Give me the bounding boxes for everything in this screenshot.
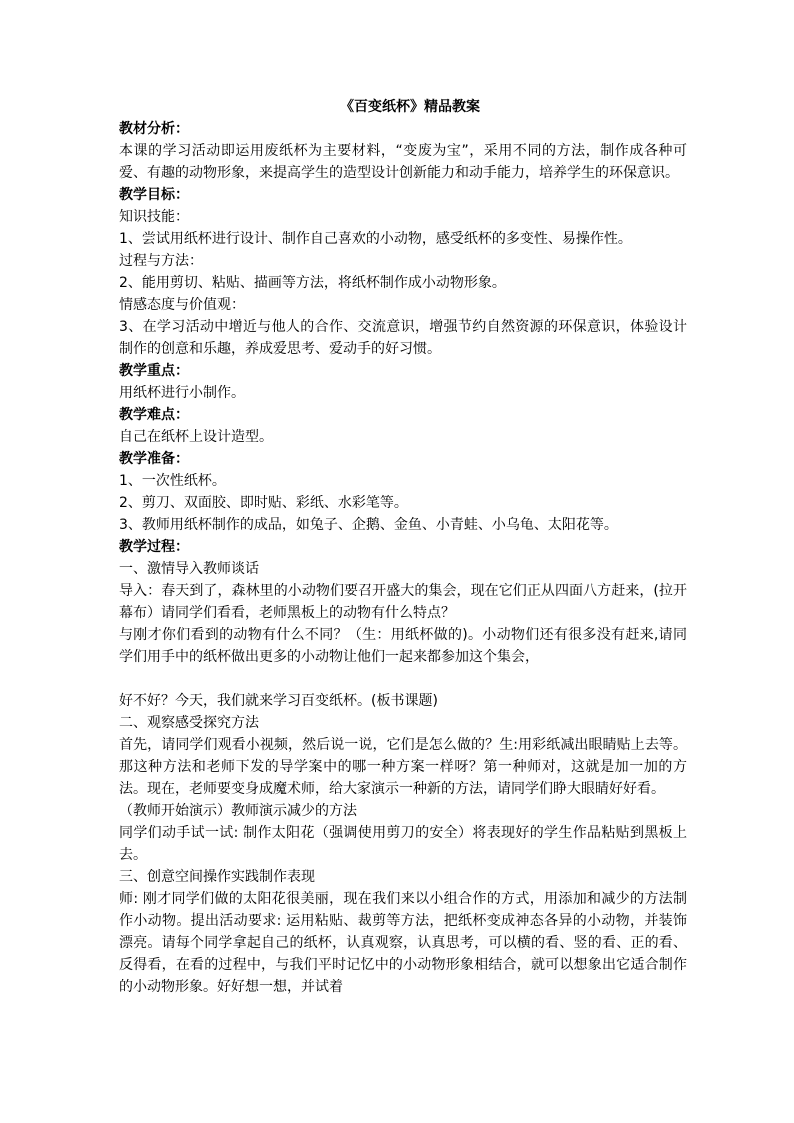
emotion-label: 情感态度与价值观：: [119, 297, 245, 313]
analysis-text: 本课的学习活动即运用废纸杯为主要材料，“变废为宝”，采用不同的方法，制作成各种可爱、有趣的动物形象，来提高学生的造型设计创新能力和动手能力，培养学生的环保意识。: [119, 143, 687, 181]
knowledge-label: 知识技能：: [119, 209, 189, 225]
step-2-paragraph-1: 首先，请同学们观看小视频，然后说一说，它们是怎么做的？生:用彩纸减出眼睛贴上去等。那这种方法和老师下发的导学案中的哪一种方案一样呀？第一种师对，这就是加一加的方法。现在，老师要变身成魔术师，给大家演示一种新的方法，请同学们睁大眼睛好好看。: [119, 737, 687, 797]
step-1-paragraph-2: 与刚才你们看到的动物有什么不同？（生：用纸杯做的)。小动物们还有很多没有赶来,请同学们用手中的纸杯做出更多的小动物让他们一起来都参加这个集会，: [119, 627, 687, 665]
document-page: [119, 96, 687, 998]
process-heading: 教学过程：: [119, 539, 189, 555]
key-text: 用纸杯进行小制作。: [119, 385, 245, 401]
difficulty-heading: 教学难点：: [119, 407, 189, 423]
blank-line: [119, 668, 687, 690]
step-2-paragraph-2: （教师开始演示）教师演示减少的方法: [119, 803, 357, 819]
goal-2: 2、能用剪切、粘贴、描画等方法，将纸杯制作成小动物形象。: [119, 275, 506, 291]
goals-heading: 教学目标：: [119, 187, 189, 203]
prep-item-2: 2、剪刀、双面胶、即时贴、彩纸、水彩笔等。: [119, 495, 408, 511]
key-heading: 教学重点：: [119, 363, 189, 379]
step-1-title: 一、激情导入教师谈话: [119, 561, 259, 577]
goal-1: 1、尝试用纸杯进行设计、制作自己喜欢的小动物，感受纸杯的多变性、易操作性。: [119, 231, 632, 247]
goal-3: 3、在学习活动中增近与他人的合作、交流意识，增强节约自然资源的环保意识，体验设计制作的创意和乐趣，养成爱思考、爱动手的好习惯。: [119, 319, 687, 357]
analysis-heading: 教材分析：: [119, 121, 189, 137]
prep-heading: 教学准备：: [119, 451, 189, 467]
step-2-title: 二、观察感受探究方法: [119, 715, 259, 731]
step-1-paragraph-3: 好不好？今天，我们就来学习百变纸杯。(板书课题): [119, 693, 438, 709]
step-3-paragraph-1: 师: 刚才同学们做的太阳花很美丽，现在我们来以小组合作的方式，用添加和减少的方法制作小动物。提出活动要求: 运用粘贴、裁剪等方法，把纸杯变成神态各异的小动物，并装饰漂亮。请每个同学拿起自己的纸杯，认真观察，认真思考，可以横的看、竖的看、正的看、反得看，在看的过程中，与我们平时记忆中的小动物形象相结合，就可以想象出它适合制作的小动物形象。好好想一想，并试着: [119, 891, 687, 995]
process-label: 过程与方法：: [119, 253, 203, 269]
difficulty-text: 自己在纸杯上设计造型。: [119, 429, 273, 445]
step-2-paragraph-3: 同学们动手试一试: 制作太阳花（强调使用剪刀的安全）将表现好的学生作品粘贴到黑板上去。: [119, 825, 687, 863]
prep-item-3: 3、教师用纸杯制作的成品，如兔子、企鹅、金鱼、小青蛙、小乌龟、太阳花等。: [119, 517, 618, 533]
prep-item-1: 1、一次性纸杯。: [119, 473, 226, 489]
step-1-paragraph-1: 导入：春天到了，森林里的小动物们要召开盛大的集会，现在它们正从四面八方赶来，(拉开幕布）请同学们看看，老师黑板上的动物有什么特点？: [119, 583, 687, 621]
document-title: 《百变纸杯》精品教案: [340, 99, 480, 115]
step-3-title: 三、创意空间操作实践制作表现: [119, 869, 315, 885]
